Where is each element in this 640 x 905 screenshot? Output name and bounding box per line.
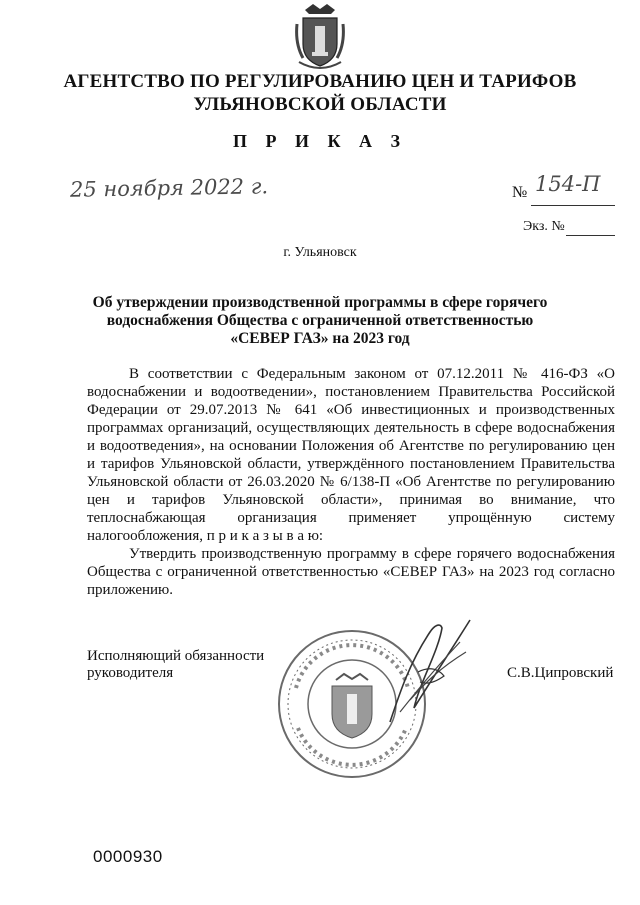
signatory-title-line2: руководителя [87,665,174,681]
handwritten-signature-icon [370,612,480,732]
copy-number-blank [566,235,615,236]
copy-number-label: Экз. № [523,219,565,234]
handwritten-date: 25 ноября 2022 г. [69,174,269,202]
body-paragraph-basis: В соответствии с Федеральным законом от 07.12.2011 № 416-ФЗ «О водоснабжении и водоотведении», постановлением Правительства Российской Федерации от 29.07.2013 № 641 «Об инвестиционных и производственных программах организаций, осуществляющих деятельность в сфере водоснабжения и водоотведения», на основании Положения об Агентстве по регулированию цен и тарифов Ульяновской области, утверждённого постановлением Правительства Ульяновской области от 26.03.2020 № 6/138-П «Об Агентстве по регулированию цен и тарифов Ульяновской области», принимая во внимание, что теплоснабжающая организация применяет упрощённую систему налогообложения, п р и к а з ы в а ю: [87,366,615,544]
city-name: г. Ульяновск [283,245,357,260]
document-type-title: П Р И К А З [232,131,408,151]
agency-name-line1: АГЕНТСТВО ПО РЕГУЛИРОВАНИЮ ЦЕН И ТАРИФОВ [63,71,577,92]
coat-of-arms-icon [295,4,345,70]
serial-number: 0000930 [93,847,163,866]
signatory-title [87,648,264,682]
signatory-name: С.В.Ципровский [507,665,614,681]
handwritten-order-number: 154-П [535,172,601,196]
body-paragraph-decision: Утвердить производственную программу в сфере горячего водоснабжения Общества с ограниченной ответственностью «СЕВЕР ГАЗ» на 2023 год согласно приложению. [87,546,615,598]
order-subject [90,294,550,348]
subject-line3: «СЕВЕР ГАЗ» на 2023 год [230,330,410,347]
signatory-title-line1: Исполняющий обязанности [87,648,265,664]
subject-line2: водоснабжения Общества с ограниченной ответственностью [106,312,534,329]
number-underline [531,205,615,206]
number-label: № [512,184,528,201]
agency-name-line2: УЛЬЯНОВСКОЙ ОБЛАСТИ [193,94,447,115]
subject-line1: Об утверждении производственной программы в сфере горячего [92,294,548,311]
